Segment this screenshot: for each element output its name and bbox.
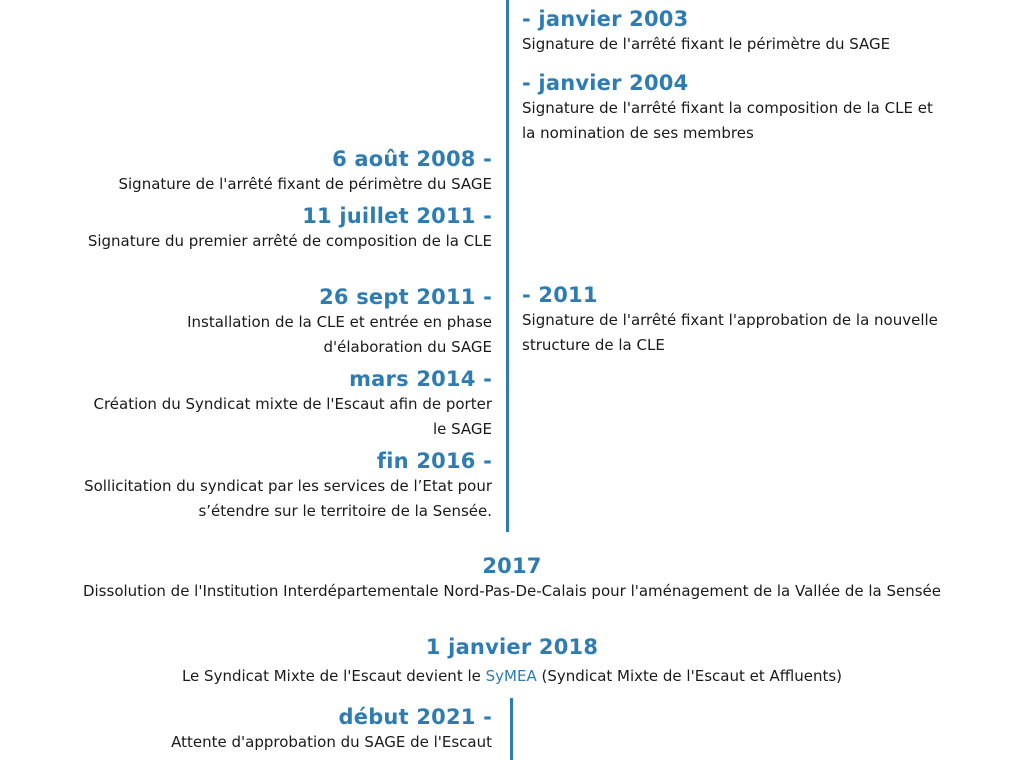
timeline-event-2017 xyxy=(40,553,984,604)
event-date: fin 2016 - xyxy=(376,449,492,473)
event-description: Dissolution de l'Institution Interdépartementale Nord-Pas-De-Calais pour l'aménagement de la Vallée de la Sensée xyxy=(82,582,942,600)
event-date: début 2021 - xyxy=(338,705,492,729)
timeline-event-fin-2016 xyxy=(72,448,492,524)
timeline-event-aout-2008 xyxy=(40,146,492,197)
event-description: Attente d'approbation du SAGE de l'Escaut xyxy=(171,733,492,751)
timeline-event-mars-2014 xyxy=(92,366,492,442)
timeline-event-sept-2011 xyxy=(132,284,492,360)
event-date: - janvier 2003 xyxy=(522,7,689,31)
timeline-event-2011 xyxy=(522,282,942,358)
timeline-line-main xyxy=(506,0,509,532)
event-description-before: Le Syndicat Mixte de l'Escaut devient le xyxy=(181,667,486,685)
event-description: Signature du premier arrêté de composition de la CLE xyxy=(87,232,492,250)
event-description: Signature de l'arrêté fixant l'approbation de la nouvelle structure de la CLE xyxy=(522,311,938,354)
event-date: 26 sept 2011 - xyxy=(319,285,492,309)
event-description: Installation de la CLE et entrée en phase d'élaboration du SAGE xyxy=(187,313,492,356)
event-date: - janvier 2004 xyxy=(522,71,689,95)
event-date: 6 août 2008 - xyxy=(332,147,492,171)
event-description: Signature de l'arrêté fixant la composition de la CLE et la nomination de ses membres xyxy=(522,99,933,142)
timeline-line-bottom xyxy=(510,698,513,760)
timeline-event-debut-2021 xyxy=(92,704,492,755)
event-date: - 2011 xyxy=(522,283,598,307)
event-description: Signature de l'arrêté fixant de périmètre du SAGE xyxy=(118,175,492,193)
event-description: Signature de l'arrêté fixant le périmètre du SAGE xyxy=(522,35,891,53)
event-description: Création du Syndicat mixte de l'Escaut afin de porter le SAGE xyxy=(93,395,492,438)
timeline-event-janvier-2004 xyxy=(522,70,942,146)
event-date: 11 juillet 2011 - xyxy=(302,204,492,228)
event-date: 1 janvier 2018 xyxy=(425,635,599,659)
event-description xyxy=(40,664,984,689)
event-description-after: (Syndicat Mixte de l'Escaut et Affluents) xyxy=(536,667,843,685)
event-description: Sollicitation du syndicat par les services de l’Etat pour s’étendre sur le territoire de la Sensée. xyxy=(84,477,492,520)
timeline-event-janvier-2003 xyxy=(522,6,962,57)
timeline-event-janvier-2018 xyxy=(40,634,984,689)
timeline-event-juillet-2011 xyxy=(62,203,492,254)
event-date: mars 2014 - xyxy=(349,367,492,391)
symea-highlight: SyMEA xyxy=(485,667,537,685)
event-date: 2017 xyxy=(482,554,542,578)
